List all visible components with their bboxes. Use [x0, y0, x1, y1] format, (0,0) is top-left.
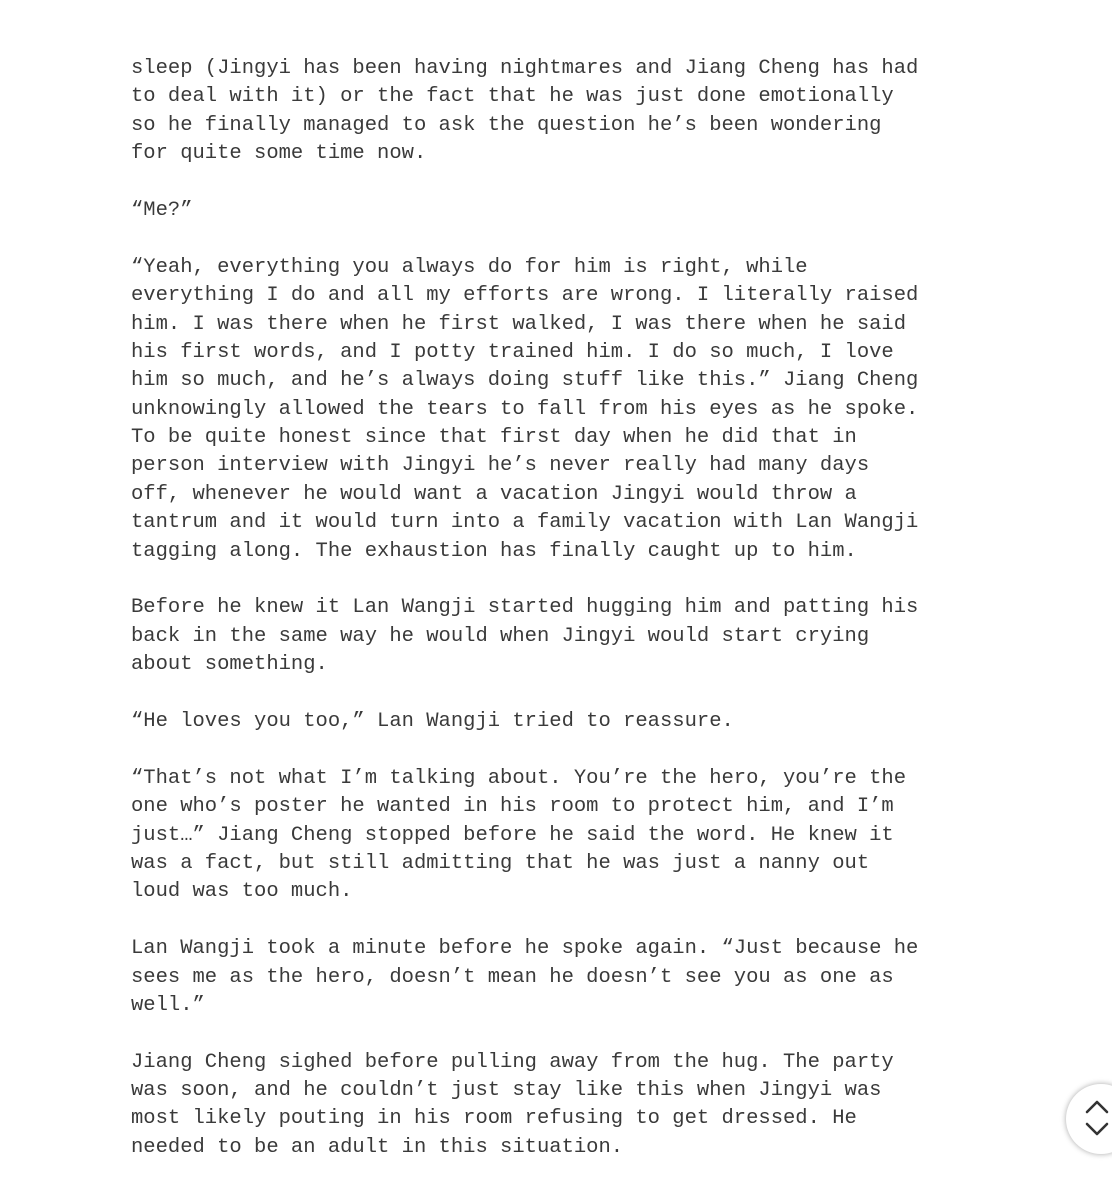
- text-line: unknowingly allowed the tears to fall from his eyes as he spoke.: [131, 397, 919, 421]
- chevron-down-icon[interactable]: [1084, 1121, 1110, 1137]
- text-line: loud was too much.: [131, 880, 353, 904]
- text-line: was soon, and he couldn’t just stay like this when Jingyi was: [131, 1079, 882, 1103]
- text-line: To be quite honest since that first day when he did that in: [131, 426, 857, 450]
- text-line: him so much, and he’s always doing stuff like this.” Jiang Cheng: [131, 369, 919, 393]
- text-line: needed to be an adult in this situation.: [131, 1135, 624, 1159]
- text-line: sleep (Jingyi has been having nightmares and Jiang Cheng has had: [131, 57, 919, 80]
- text-line: off, whenever he would want a vacation Jingyi would throw a: [131, 482, 857, 506]
- text-line: tantrum and it would turn into a family vacation with Lan Wangji: [131, 511, 919, 535]
- paragraph: [131, 197, 991, 225]
- text-line: “He loves you too,” Lan Wangji tried to reassure.: [131, 709, 734, 733]
- text-line: most likely pouting in his room refusing to get dressed. He: [131, 1107, 857, 1131]
- text-line: “Me?”: [131, 198, 193, 222]
- paragraph: [131, 594, 991, 679]
- text-line: Jiang Cheng sighed before pulling away from the hug. The party: [131, 1050, 894, 1074]
- paragraph: [131, 935, 991, 1020]
- paragraph-gap: [131, 169, 991, 197]
- text-line: Lan Wangji took a minute before he spoke again. “Just because he: [131, 937, 919, 961]
- paragraph: [131, 708, 991, 736]
- paragraph: [131, 254, 991, 566]
- paragraph-gap: [131, 907, 991, 935]
- paragraph: [131, 765, 991, 907]
- text-line: “Yeah, everything you always do for him is right, while: [131, 255, 808, 279]
- text-line: to deal with it) or the fact that he was just done emotionally: [131, 85, 894, 109]
- paragraph: [131, 55, 991, 169]
- text-line: person interview with Jingyi he’s never really had many days: [131, 454, 870, 478]
- paragraph-gap: [131, 680, 991, 708]
- text-line: about something.: [131, 653, 328, 677]
- chevron-up-icon[interactable]: [1084, 1099, 1110, 1115]
- paragraph-gap: [131, 566, 991, 594]
- text-line: just…” Jiang Cheng stopped before he said the word. He knew it: [131, 823, 894, 847]
- text-line: for quite some time now.: [131, 142, 427, 166]
- text-line: his first words, and I potty trained him. I do so much, I love: [131, 340, 894, 364]
- text-line: him. I was there when he first walked, I was there when he said: [131, 312, 907, 336]
- text-line: sees me as the hero, doesn’t mean he doesn’t see you as one as: [131, 965, 894, 989]
- paragraph: [131, 1049, 991, 1163]
- text-line: tagging along. The exhaustion has finally caught up to him.: [131, 539, 857, 563]
- text-line: everything I do and all my efforts are wrong. I literally raised: [131, 284, 919, 308]
- text-line: was a fact, but still admitting that he was just a nanny out: [131, 851, 870, 875]
- text-line: “That’s not what I’m talking about. You’re the hero, you’re the: [131, 766, 907, 790]
- text-line: back in the same way he would when Jingyi would start crying: [131, 624, 870, 648]
- text-line: so he finally managed to ask the question he’s been wondering: [131, 113, 882, 137]
- paragraph-gap: [131, 1020, 991, 1048]
- text-line: well.”: [131, 993, 205, 1017]
- scroll-control-button[interactable]: [1066, 1084, 1112, 1154]
- document-page: [131, 55, 991, 1162]
- text-line: one who’s poster he wanted in his room to protect him, and I’m: [131, 795, 894, 819]
- paragraph-gap: [131, 225, 991, 253]
- paragraph-gap: [131, 736, 991, 764]
- text-line: Before he knew it Lan Wangji started hugging him and patting his: [131, 596, 919, 620]
